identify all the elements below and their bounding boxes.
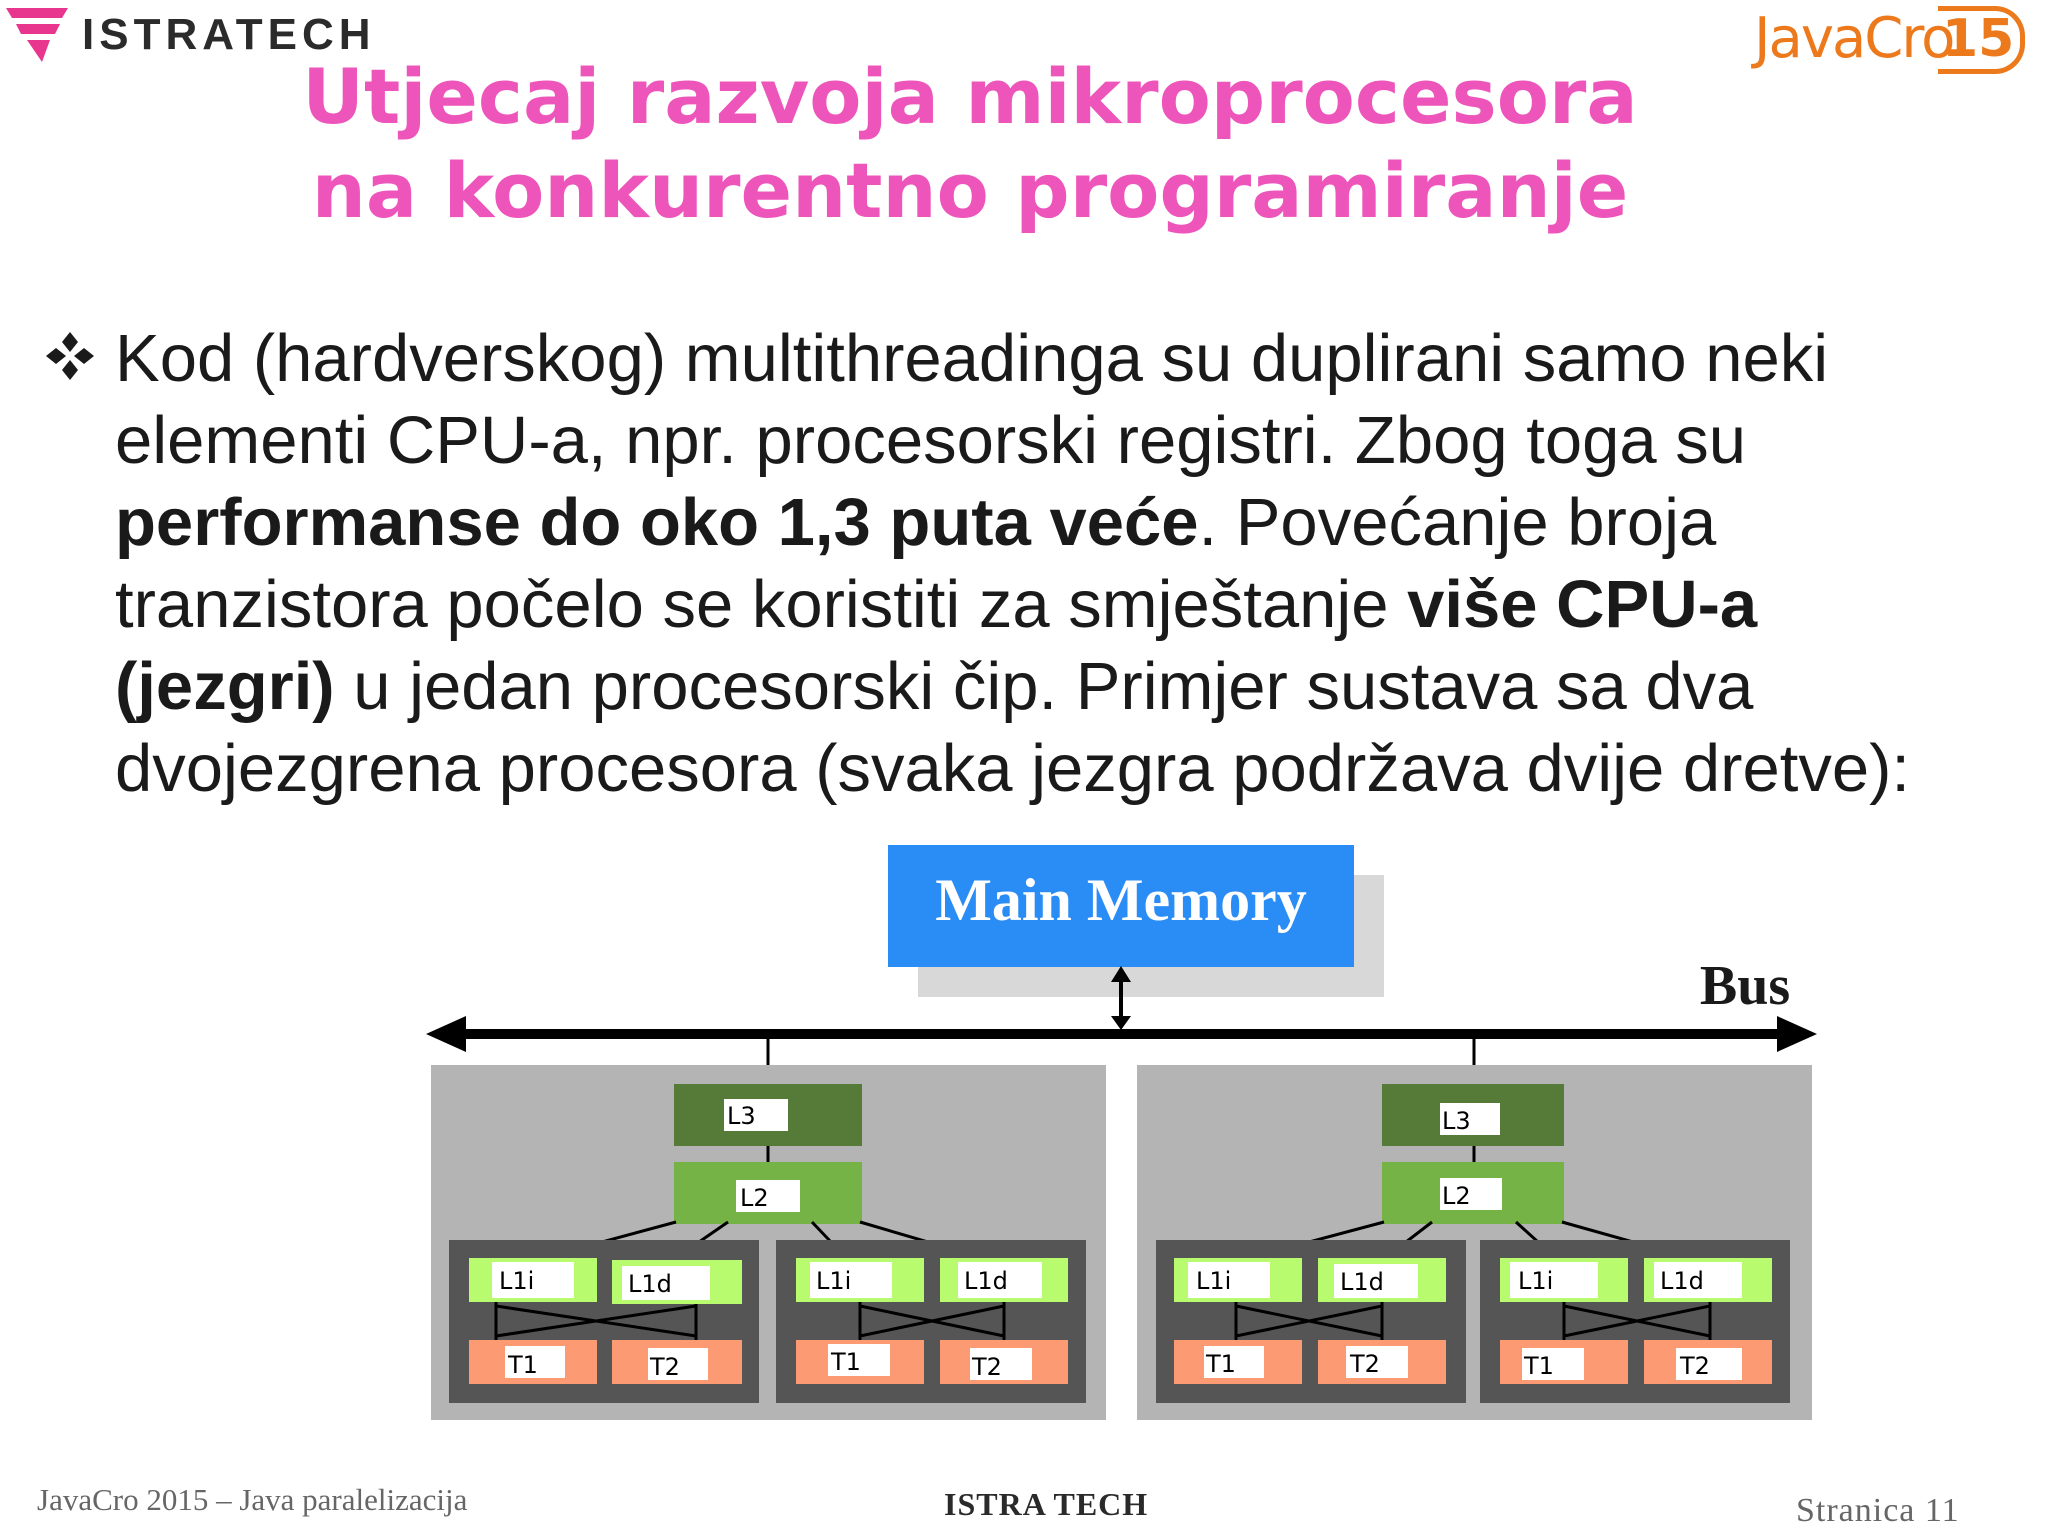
javacro-logo-text: JavaCro [1754,6,1954,71]
title-line-1: Utjecaj razvoja mikroprocesora [302,52,1638,141]
body-line: Kod (hardverskog) multithreadinga su duplirani samo neki [115,321,1829,396]
core-2-1 [1156,1240,1466,1403]
thread-2-label: T2 [972,1353,1002,1381]
thread-1-label: T1 [831,1348,861,1376]
processor-2 [1137,1039,1812,1420]
javacro-badge-text: 15 [1942,9,2015,69]
l1d-label: L1d [628,1270,672,1298]
thread-1-label: T1 [508,1351,538,1379]
body-line: (jezgri) u jedan procesorski čip. Primjer sustava sa dva [115,649,1754,724]
emphasis-text: više CPU-a [1407,567,1758,642]
title-line-2: na konkurentno programiranje [311,146,1629,235]
l1i-label: L1i [1518,1267,1554,1295]
main-memory-label: Main Memory [935,867,1307,933]
l3-label: L3 [1442,1107,1471,1135]
istratech-logo-text: ISTRATECH [82,10,376,59]
l1i-label: L1i [499,1267,535,1295]
emphasis-text: performanse do oko 1,3 puta veće [115,485,1199,560]
bus-arrow-right-icon [1777,1016,1817,1052]
core-1-1 [449,1240,759,1403]
l1d-label: L1d [1340,1268,1384,1296]
core-1-2 [776,1240,1086,1403]
thread-1-label: T1 [1524,1352,1554,1380]
arrow-down-icon [1111,1016,1131,1030]
l2-label: L2 [1442,1182,1471,1210]
core-2-2 [1480,1240,1790,1403]
bus-arrow-left-icon [426,1016,466,1052]
bus-line [440,1029,1800,1039]
l2-label: L2 [740,1184,769,1212]
body-line: elementi CPU-a, npr. procesorski registri. Zbog toga su [115,403,1747,478]
emphasis-text: (jezgri) [115,649,335,724]
body-line: performanse do oko 1,3 puta veće. Povećanje broja [115,485,1717,560]
l1i-label: L1i [816,1267,852,1295]
l3-label: L3 [727,1102,756,1130]
l1i-label: L1i [1196,1267,1232,1295]
thread-2-label: T2 [1680,1352,1710,1380]
body-line: tranzistora počelo se koristiti za smještanje više CPU-a [115,567,1758,642]
l1d-label: L1d [1660,1267,1704,1295]
footer-left: JavaCro 2015 – Java paralelizacija [37,1482,468,1517]
thread-2-label: T2 [1350,1350,1380,1378]
body-line: dvojezgrena procesora (svaka jezgra podržava dvije dretve): [115,731,1911,806]
thread-1-label: T1 [1206,1350,1236,1378]
bus-label: Bus [1699,955,1791,1017]
page-number: Stranica 11 [1796,1492,1960,1529]
thread-2-label: T2 [650,1353,680,1381]
processor-1 [431,1039,1106,1420]
footer-center: ISTRA TECH [944,1486,1149,1522]
l1d-label: L1d [964,1267,1008,1295]
